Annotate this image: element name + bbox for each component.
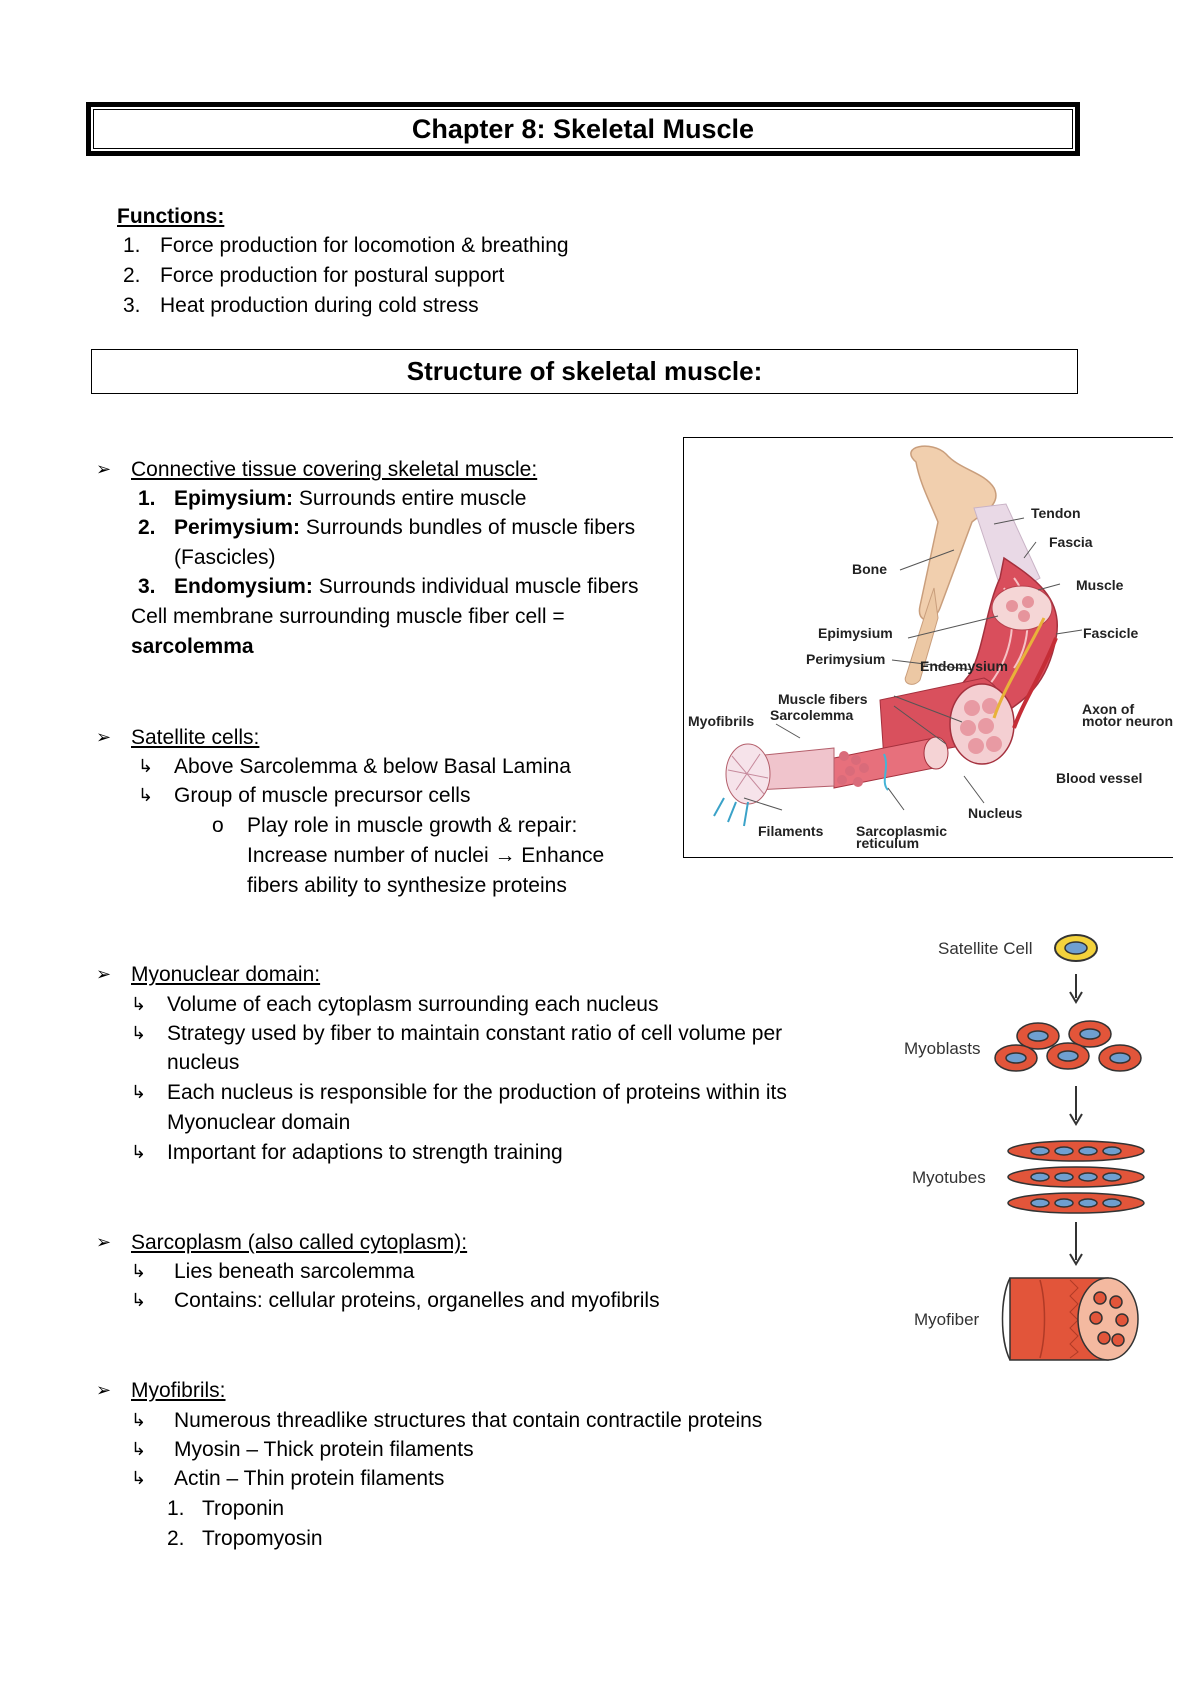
- label-sarcoplasmic: Sarcoplasmic: [856, 823, 948, 839]
- label-fascia: Fascia: [1049, 534, 1093, 550]
- connective-item-3: Endomysium: Surrounds individual muscle fibers: [174, 575, 639, 598]
- myofibrils-item-2: Myosin – Thick protein filaments: [174, 1438, 474, 1461]
- functions-item-3: Heat production during cold stress: [160, 294, 479, 317]
- satellite-cell-figure: [890, 926, 1190, 1396]
- label-satellite-cell: Satellite Cell: [938, 939, 1033, 958]
- muscle-anatomy-illustration: [684, 438, 1173, 858]
- label-motor-neuron: motor neuron: [1082, 713, 1173, 729]
- arrow-bullet-icon: ↳: [131, 1290, 147, 1310]
- connective-num-2: 2.: [138, 516, 156, 539]
- myonuclear-line-4: Each nucleus is responsible for the production of proteins within its: [167, 1081, 787, 1104]
- functions-heading: Functions:: [117, 205, 225, 228]
- muscle-anatomy-figure: [683, 437, 1173, 858]
- functions-num-2: 2.: [123, 264, 141, 287]
- myofibrils-item-3: Actin – Thin protein filaments: [174, 1467, 445, 1490]
- label-blood-vessel: Blood vessel: [1056, 770, 1143, 786]
- satellite-sub-line-1: Play role in muscle growth & repair:: [247, 814, 578, 837]
- connective-note-line2: sarcolemma: [131, 635, 254, 658]
- myofibrils-sub-2: Tropomyosin: [202, 1527, 323, 1550]
- connective-note-line1: Cell membrane surrounding muscle fiber cell =: [131, 605, 565, 628]
- connective-num-1: 1.: [138, 487, 156, 510]
- myonuclear-line-1: Volume of each cytoplasm surrounding each nucleus: [167, 993, 659, 1016]
- connective-heading: Connective tissue covering skeletal muscle:: [131, 458, 538, 481]
- myonuclear-line-6: Important for adaptions to strength training: [167, 1141, 563, 1164]
- arrow-bullet-icon: ↳: [131, 1261, 147, 1281]
- label-tendon: Tendon: [1031, 505, 1081, 521]
- label-reticulum: reticulum: [856, 835, 920, 851]
- functions-num-1: 1.: [123, 234, 141, 257]
- satellite-item-1: Above Sarcolemma & below Basal Lamina: [174, 755, 571, 778]
- arrow-bullet-icon: ↳: [138, 785, 154, 805]
- label-myoblasts: Myoblasts: [904, 1039, 981, 1058]
- label-bone: Bone: [852, 561, 887, 577]
- functions-item-2: Force production for postural support: [160, 264, 505, 287]
- label-sarcolemma: Sarcolemma: [770, 707, 854, 723]
- arrow-bullet-icon: ↳: [131, 1142, 147, 1162]
- label-perimysium: Perimysium: [806, 651, 886, 667]
- bullet-icon: ➢: [96, 1380, 112, 1400]
- myonuclear-line-2: Strategy used by fiber to maintain constant ratio of cell volume per: [167, 1022, 783, 1045]
- satellite-item-2: Group of muscle precursor cells: [174, 784, 471, 807]
- sarcoplasm-item-1: Lies beneath sarcolemma: [174, 1260, 415, 1283]
- myogenesis-illustration: [890, 926, 1190, 1396]
- myofibrils-sub-1: Troponin: [202, 1497, 285, 1520]
- connective-num-3: 3.: [138, 575, 156, 598]
- label-myofibrils: Myofibrils: [688, 713, 755, 729]
- arrow-bullet-icon: ↳: [131, 994, 147, 1014]
- myofibrils-sub-num-1: 1.: [167, 1497, 185, 1520]
- connective-item-1: Epimysium: Surrounds entire muscle: [174, 487, 527, 510]
- label-endomysium: Endomysium: [920, 658, 1008, 674]
- label-filaments: Filaments: [758, 823, 824, 839]
- connective-item-2: Perimysium: Surrounds bundles of muscle fibers: [174, 516, 636, 539]
- myonuclear-heading: Myonuclear domain:: [131, 963, 321, 986]
- bullet-icon: ➢: [96, 727, 112, 747]
- functions-item-1: Force production for locomotion & breathing: [160, 234, 569, 257]
- connective-item-2-cont: (Fascicles): [174, 546, 276, 569]
- arrow-bullet-icon: ↳: [131, 1082, 147, 1102]
- myofibrils-heading: Myofibrils:: [131, 1379, 226, 1402]
- label-myofiber: Myofiber: [914, 1310, 980, 1329]
- bullet-icon: ➢: [96, 1232, 112, 1252]
- arrow-bullet-icon: ↳: [131, 1023, 147, 1043]
- label-myotubes: Myotubes: [912, 1168, 986, 1187]
- satellite-sub-line-3: fibers ability to synthesize proteins: [247, 874, 567, 897]
- satellite-heading: Satellite cells:: [131, 726, 260, 749]
- arrow-bullet-icon: ↳: [131, 1439, 147, 1459]
- myofibrils-sub-num-2: 2.: [167, 1527, 185, 1550]
- satellite-sub-line-2: Increase number of nuclei → Enhance: [247, 844, 605, 867]
- functions-num-3: 3.: [123, 294, 141, 317]
- myonuclear-line-3: nucleus: [167, 1051, 240, 1074]
- structure-title: Structure of skeletal muscle:: [91, 349, 1078, 394]
- label-epimysium: Epimysium: [818, 625, 893, 641]
- arrow-bullet-icon: ↳: [131, 1468, 147, 1488]
- label-axon: Axon of: [1082, 701, 1135, 717]
- label-muscle: Muscle: [1076, 577, 1124, 593]
- arrow-bullet-icon: ↳: [131, 1410, 147, 1430]
- chapter-title: Chapter 8: Skeletal Muscle: [86, 102, 1080, 156]
- label-fascicle: Fascicle: [1083, 625, 1139, 641]
- label-nucleus: Nucleus: [968, 805, 1023, 821]
- myofibrils-item-1: Numerous threadlike structures that contain contractile proteins: [174, 1409, 763, 1432]
- arrow-bullet-icon: ↳: [138, 756, 154, 776]
- satellite-sub-bullet: o: [212, 814, 224, 837]
- label-muscle-fibers: Muscle fibers: [778, 691, 868, 707]
- sarcoplasm-item-2: Contains: cellular proteins, organelles and myofibrils: [174, 1289, 660, 1312]
- myonuclear-line-5: Myonuclear domain: [167, 1111, 351, 1134]
- bullet-icon: ➢: [96, 964, 112, 984]
- sarcoplasm-heading: Sarcoplasm (also called cytoplasm):: [131, 1231, 468, 1254]
- bullet-icon: ➢: [96, 459, 112, 479]
